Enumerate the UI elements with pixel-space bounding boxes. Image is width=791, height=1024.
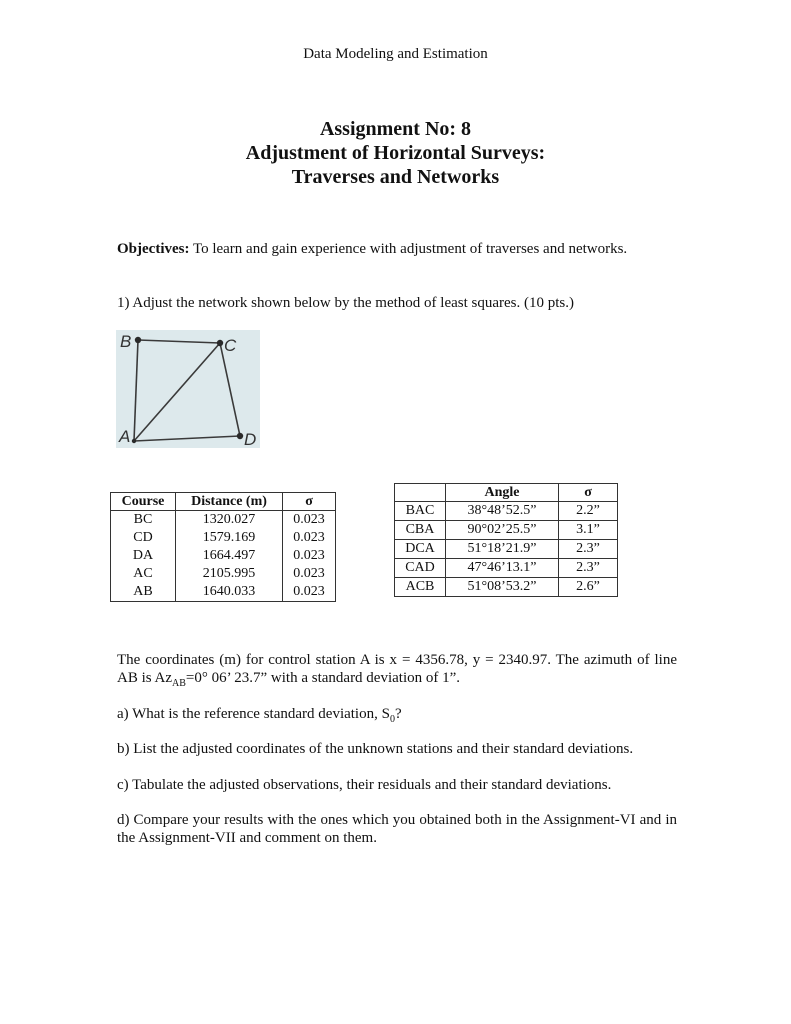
cell: BC <box>111 511 176 530</box>
col-sigma: σ <box>559 484 618 502</box>
qa-text-2: ? <box>394 706 402 722</box>
cell: CD <box>111 529 176 547</box>
cell: 38°48’52.5” <box>446 502 559 521</box>
col-distance: Distance (m) <box>176 493 283 511</box>
azimuth-subscript: AB <box>172 678 186 689</box>
table-row <box>395 559 618 578</box>
cell: 47°46’13.1” <box>446 559 559 578</box>
cell: 2105.995 <box>176 565 283 583</box>
coordinates-paragraph <box>117 651 677 693</box>
cell: 1640.033 <box>176 583 283 602</box>
label-c: C <box>224 336 237 355</box>
question-1: 1) Adjust the network shown below by the method of least squares. (10 pts.) <box>117 295 575 311</box>
question-d: d) Compare your results with the ones which you obtained both in the Assignment-VI and in the Assignment-VII and comment on them. <box>117 812 677 846</box>
line-da <box>134 436 240 441</box>
cell: 51°18’21.9” <box>446 540 559 559</box>
table-header-row <box>111 493 336 511</box>
line-ac <box>134 343 220 441</box>
cell: CAD <box>395 559 446 578</box>
cell: 0.023 <box>283 511 336 530</box>
cell: BAC <box>395 502 446 521</box>
page-header: Data Modeling and Estimation <box>303 46 488 62</box>
objectives-text: To learn and gain experience with adjustment of traverses and networks. <box>189 241 628 257</box>
line-bc <box>138 340 220 343</box>
table-row <box>111 529 336 547</box>
angle-table <box>394 483 618 597</box>
cell: DA <box>111 547 176 565</box>
cell: 3.1” <box>559 521 618 540</box>
table-row <box>111 565 336 583</box>
cell: ACB <box>395 578 446 597</box>
cell: 0.023 <box>283 565 336 583</box>
qa-text-1: a) What is the reference standard deviation, S <box>117 706 390 722</box>
table-row <box>395 502 618 521</box>
cell: 51°08’53.2” <box>446 578 559 597</box>
col-sigma: σ <box>283 493 336 511</box>
coords-text-2: =0° 06’ 23.7” with a standard deviation of 1”. <box>185 670 461 686</box>
cell: CBA <box>395 521 446 540</box>
table-header-row <box>395 484 618 502</box>
table-row <box>395 540 618 559</box>
cell: 1664.497 <box>176 547 283 565</box>
table-row <box>111 511 336 530</box>
col-blank <box>395 484 446 502</box>
cell: 1579.169 <box>176 529 283 547</box>
station-a <box>132 439 136 443</box>
station-b <box>135 337 141 343</box>
table-row <box>395 521 618 540</box>
network-diagram <box>116 330 260 448</box>
question-c: c) Tabulate the adjusted observations, their residuals and their standard deviations. <box>117 777 612 793</box>
question-a <box>117 705 677 729</box>
objectives-label: Objectives: <box>117 241 190 257</box>
qa-subscript: 0 <box>389 714 395 725</box>
page-title <box>0 117 791 189</box>
cell: 0.023 <box>283 583 336 602</box>
cell: 2.3” <box>559 540 618 559</box>
distance-table <box>110 492 336 602</box>
title-line-1: Assignment No: 8 <box>319 118 472 140</box>
cell: 0.023 <box>283 547 336 565</box>
table-row <box>395 578 618 597</box>
objectives <box>117 241 677 258</box>
title-line-2: Adjustment of Horizontal Surveys: <box>245 142 546 164</box>
line-cd <box>220 343 240 436</box>
table-row <box>111 547 336 565</box>
station-d <box>237 433 243 439</box>
label-b: B <box>120 332 132 351</box>
station-c <box>217 340 223 346</box>
cell: 1320.027 <box>176 511 283 530</box>
cell: 2.2” <box>559 502 618 521</box>
cell: DCA <box>395 540 446 559</box>
table-row <box>111 583 336 602</box>
cell: AC <box>111 565 176 583</box>
coords-text-1: The coordinates (m) for control station A is x = 4356.78, y = 2340.97. The azimuth of line AB is Az <box>117 652 677 686</box>
label-a: A <box>119 427 131 446</box>
col-angle: Angle <box>446 484 559 502</box>
cell: 2.6” <box>559 578 618 597</box>
cell: AB <box>111 583 176 602</box>
cell: 2.3” <box>559 559 618 578</box>
cell: 0.023 <box>283 529 336 547</box>
line-ab <box>134 340 138 441</box>
network-figure <box>116 330 260 448</box>
question-b: b) List the adjusted coordinates of the unknown stations and their standard deviations. <box>117 741 634 757</box>
title-line-3: Traverses and Networks <box>291 166 500 188</box>
col-course: Course <box>111 493 176 511</box>
cell: 90°02’25.5” <box>446 521 559 540</box>
label-d: D <box>244 430 257 448</box>
